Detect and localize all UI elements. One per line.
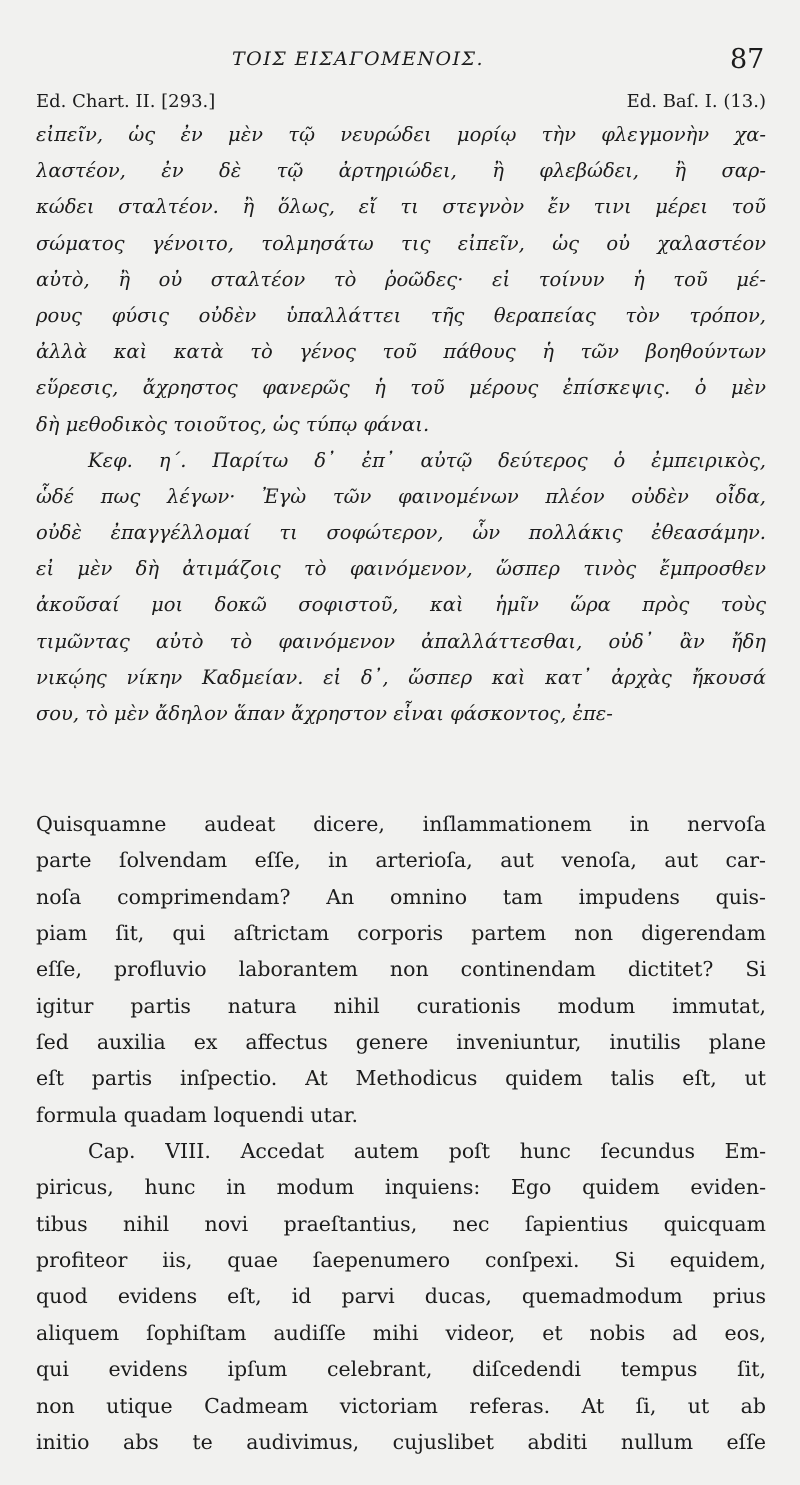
greek-text-line: οὐδὲ ἐπαγγέλλομαί τι σοφώτερον, ὧν πολλάκις ἐθεασάμην. [36,521,766,545]
latin-text-line: piricus, hunc in modum inquiens: Ego quidem eviden- [36,1175,766,1200]
running-head [0,44,800,84]
latin-text-line: Cap. VIII. Accedat autem poſt hunc ſecundus Em- [88,1139,766,1164]
latin-text-line: eſſe, profluvio laborantem non continendam dictitet? Si [36,957,766,982]
greek-text-line: δὴ μεθοδικὸς τοιοῦτος, ὡς τύπῳ φάναι. [36,412,430,436]
greek-text-line: ἀκοῦσαί μοι δοκῶ σοφιστοῦ, καὶ ἡμῖν ὥρα πρὸς τοὺς [36,593,766,617]
greek-text-line: λαστέον, ἐν δὲ τῷ ἀρτηριώδει, ἢ φλεβώδει, ἢ σαρ- [36,159,766,183]
latin-text-line: parte ſolvendam eſſe, in arterioſa, aut venoſa, aut car- [36,848,766,873]
running-title: ΤΟΙΣ ΕΙΣΑΓΟΜΕΝΟΙΣ. [232,48,485,70]
page-number: 87 [730,44,765,75]
latin-text-line: Quisquamne audeat dicere, inſlammationem in nervoſa [36,812,766,836]
edition-chart-reference: Ed. Chart. II. [293.] [36,91,216,112]
greek-text-line: σου, τὸ μὲν ἄδηλον ἅπαν ἄχρηστον εἶναι φάσκοντος, ἐπε- [36,702,613,725]
latin-text-line: eſt partis inſpectio. At Methodicus quidem talis eſt, ut [36,1066,766,1091]
latin-text-block [36,806,766,1460]
greek-text-line: εἰπεῖν, ὡς ἐν μὲν τῷ νευρώδει μορίῳ τὴν φλεγμονὴν χα- [36,123,766,146]
latin-text-line: piam ſit, qui aſtrictam corporis partem non digerendam [36,921,766,946]
greek-text-line: Κεφ. η΄. Παρίτω δ᾽ ἐπ᾽ αὐτῷ δεύτερος ὁ ἐμπειρικὸς, [88,448,766,472]
greek-text-line: ὧδέ πως λέγων· Ἐγὼ τῶν φαινομένων πλέον οὐδὲν οἶδα, [36,484,766,508]
greek-text-line: εἰ μὲν δὴ ἀτιμάζοις τὸ φαινόμενον, ὥσπερ τινὸς ἔμπροσθεν [36,557,766,581]
latin-text-line: profiteor iis, quae ſaepenumero conſpexi. Si equidem, [36,1248,766,1273]
latin-text-line: aliquem ſophiſtam audiſſe mihi videor, et nobis ad eos, [36,1320,766,1345]
greek-text-block [36,117,766,732]
greek-text-line: ἀλλὰ καὶ κατὰ τὸ γένος τοῦ πάθους ἡ τῶν βοηθούντων [36,340,766,364]
latin-text-line: formula quadam loquendi utar. [36,1102,358,1127]
greek-text-line: ρους φύσις οὐδὲν ὑπαλλάττει τῆς θεραπείας τὸν τρόπον, [36,303,766,327]
latin-text-line: igitur partis natura nihil curationis modum immutat, [36,993,766,1018]
greek-text-line: αὐτὸ, ἢ οὐ σταλτέον τὸ ῥοῶδες· εἰ τοίνυν ἡ τοῦ μέ- [36,267,766,291]
greek-text-line: τιμῶντας αὐτὸ τὸ φαινόμενον ἀπαλλάττεσθαι, οὐδ᾽ ἂν ἤδη [36,629,766,653]
latin-text-line: initio abs te audivimus, cujuslibet abditi nullum eſſe [36,1429,766,1454]
edition-references [36,91,766,117]
edition-basel-reference: Ed. Baſ. I. (13.) [626,91,766,112]
latin-text-line: tibus nihil novi praeſtantius, nec ſapientius quicquam [36,1211,766,1236]
greek-text-line: εὕρεσις, ἄχρηστος φανερῶς ἡ τοῦ μέρους ἐπίσκεψις. ὁ μὲν [36,376,766,400]
latin-text-line: quod evidens eſt, id parvi ducas, quemadmodum prius [36,1284,766,1309]
latin-text-line: non utique Cadmeam victoriam referas. At ſi, ut ab [36,1393,766,1418]
greek-text-line: σώματος γένοιτο, τολμησάτω τις εἰπεῖν, ὡς οὐ χαλαστέον [36,231,766,255]
latin-text-line: qui evidens ipſum celebrant, diſcedendi tempus ſit, [36,1357,766,1382]
greek-text-line: νικῴης νίκην Καδμείαν. εἰ δ᾽, ὥσπερ καὶ κατ᾽ ἀρχὰς ἤκουσά [36,665,766,689]
latin-text-line: ſed auxilia ex affectus genere inveniuntur, inutilis plane [36,1030,766,1055]
latin-text-line: noſa comprimendam? An omnino tam impudens quis- [36,884,766,909]
greek-text-line: κώδει σταλτέον. ἢ ὅλως, εἴ τι στεγνὸν ἔν τινι μέρει τοῦ [36,195,766,219]
